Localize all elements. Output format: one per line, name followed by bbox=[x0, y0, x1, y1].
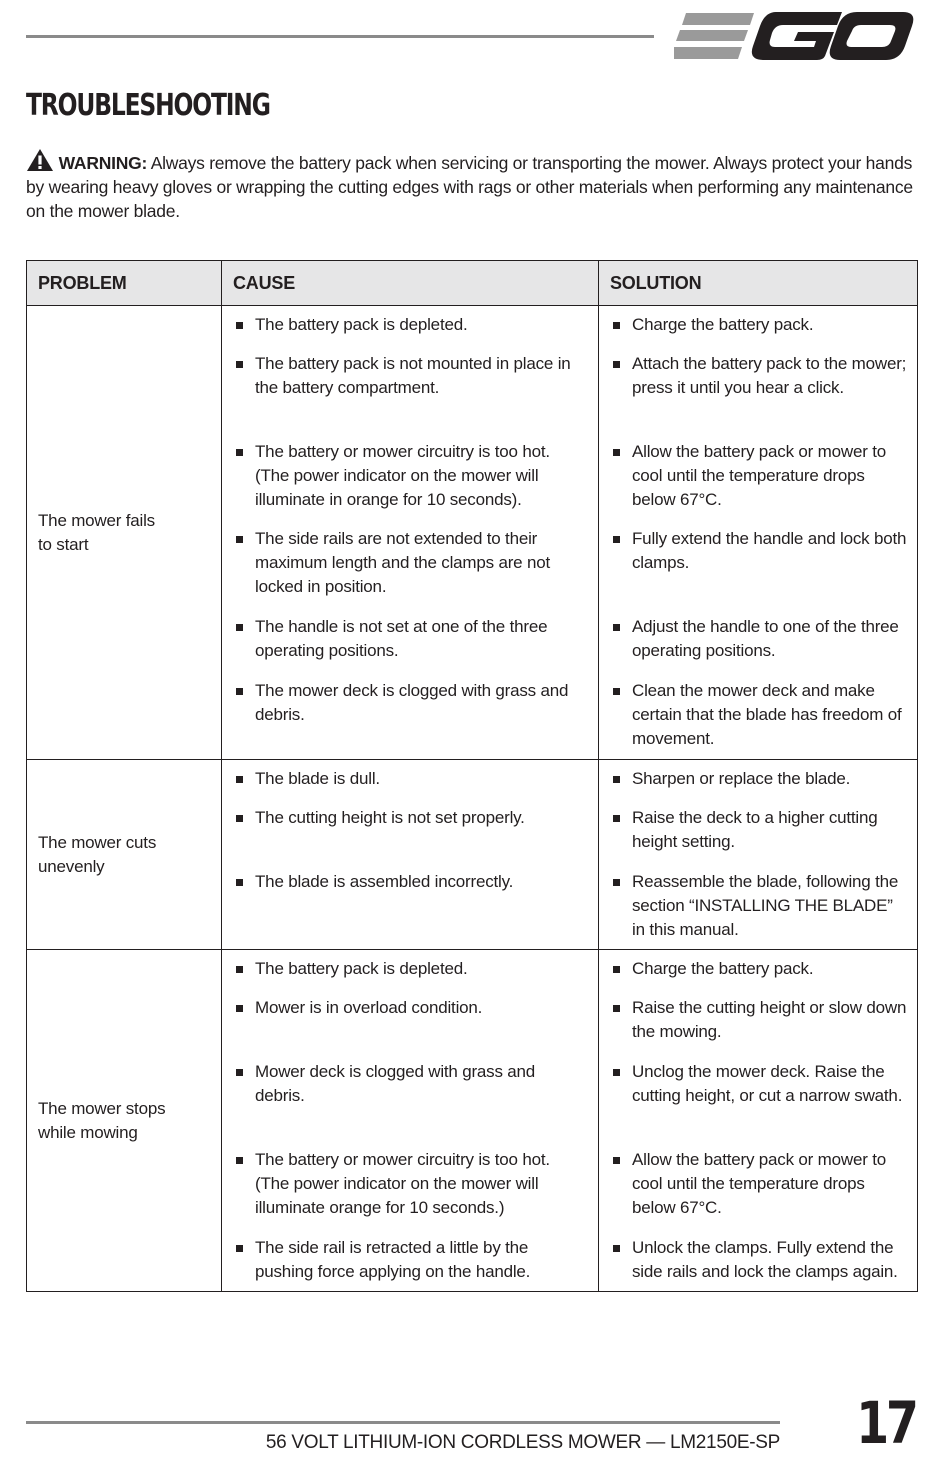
bullet-icon bbox=[613, 879, 620, 886]
bullet-icon bbox=[236, 322, 243, 329]
bullet-icon bbox=[613, 776, 620, 783]
header-rule bbox=[26, 35, 654, 38]
problem-cell bbox=[27, 760, 222, 950]
solution-item: Attach the battery pack to the mower; press it until you hear a click. bbox=[611, 352, 907, 440]
bullet-icon bbox=[613, 322, 620, 329]
cause-item: The battery or mower circuitry is too hot. (The power indicator on the mower will illuminate orange for 10 seconds.) bbox=[234, 1148, 588, 1236]
cause-item: The battery pack is not mounted in place in the battery compartment. bbox=[234, 352, 588, 440]
bullet-icon bbox=[236, 361, 243, 368]
problem-line: The mower stops bbox=[38, 1098, 166, 1118]
warning-text: Always remove the battery pack when servicing or transporting the mower. Always protect your hands by wearing heavy gloves or wrapping the cutting edges with rags or other materials when performing any maintenance on the mower blade. bbox=[26, 153, 913, 221]
cause-item: The battery or mower circuitry is too hot. (The power indicator on the mower will illuminate in orange for 10 seconds). bbox=[234, 440, 588, 527]
page-title: TROUBLESHOOTING bbox=[26, 88, 270, 123]
table-row bbox=[27, 306, 918, 760]
problem-line: while mowing bbox=[38, 1122, 138, 1142]
cause-item: The blade is dull. bbox=[234, 767, 588, 806]
solution-item: Allow the battery pack or mower to cool until the temperature drops below 67°C. bbox=[611, 440, 907, 527]
table-row bbox=[27, 950, 918, 1292]
bullet-icon bbox=[236, 815, 243, 822]
solution-item: Unlock the clamps. Fully extend the side rails and lock the clamps again. bbox=[611, 1236, 907, 1284]
solution-cell bbox=[599, 950, 918, 1292]
bullet-icon bbox=[236, 879, 243, 886]
bullet-icon bbox=[613, 1069, 620, 1076]
bullet-icon bbox=[236, 536, 243, 543]
bullet-icon bbox=[613, 1157, 620, 1164]
solution-cell bbox=[599, 306, 918, 760]
bullet-icon bbox=[613, 361, 620, 368]
warning-triangle-icon bbox=[26, 148, 54, 172]
header-problem: PROBLEM bbox=[27, 261, 222, 306]
troubleshooting-table bbox=[26, 260, 918, 1292]
warning-notice bbox=[26, 148, 918, 223]
solution-item: Clean the mower deck and make certain that the blade has freedom of movement. bbox=[611, 679, 907, 751]
bullet-icon bbox=[613, 815, 620, 822]
cause-item: The battery pack is depleted. bbox=[234, 957, 588, 996]
header-cause: CAUSE bbox=[222, 261, 599, 306]
solution-cell bbox=[599, 760, 918, 950]
cause-item: Mower is in overload condition. bbox=[234, 996, 588, 1060]
cause-item: The cutting height is not set properly. bbox=[234, 806, 588, 870]
cause-item: The side rails are not extended to their maximum length and the clamps are not locked in position. bbox=[234, 527, 588, 615]
solution-item: Reassemble the blade, following the section “INSTALLING THE BLADE” in this manual. bbox=[611, 870, 907, 942]
footer-model-text: 56 VOLT LITHIUM-ION CORDLESS MOWER — LM2150E-SP bbox=[265, 1432, 780, 1453]
bullet-icon bbox=[236, 1157, 243, 1164]
cause-item: Mower deck is clogged with grass and debris. bbox=[234, 1060, 588, 1148]
solution-item: Raise the cutting height or slow down the mowing. bbox=[611, 996, 907, 1060]
solution-item: Adjust the handle to one of the three operating positions. bbox=[611, 615, 907, 679]
bullet-icon bbox=[613, 1005, 620, 1012]
header-solution: SOLUTION bbox=[599, 261, 918, 306]
cause-cell bbox=[222, 950, 599, 1292]
cause-item: The battery pack is depleted. bbox=[234, 313, 588, 352]
bullet-icon bbox=[613, 449, 620, 456]
bullet-icon bbox=[236, 688, 243, 695]
warning-label: WARNING: bbox=[58, 153, 148, 173]
solution-item: Allow the battery pack or mower to cool until the temperature drops below 67°C. bbox=[611, 1148, 907, 1236]
problem-line: The mower cuts bbox=[38, 832, 157, 852]
problem-cell bbox=[27, 306, 222, 760]
bullet-icon bbox=[236, 1005, 243, 1012]
bullet-icon bbox=[613, 966, 620, 973]
bullet-icon bbox=[236, 966, 243, 973]
bullet-icon bbox=[236, 1245, 243, 1252]
table-header-row bbox=[27, 261, 918, 306]
solution-item: Sharpen or replace the blade. bbox=[611, 767, 907, 806]
solution-item: Charge the battery pack. bbox=[611, 313, 907, 352]
solution-item: Raise the deck to a higher cutting height setting. bbox=[611, 806, 907, 870]
table-row bbox=[27, 760, 918, 950]
problem-line: The mower fails bbox=[38, 510, 155, 530]
cause-item: The blade is assembled incorrectly. bbox=[234, 870, 588, 894]
cause-item: The mower deck is clogged with grass and debris. bbox=[234, 679, 588, 727]
cause-cell bbox=[222, 760, 599, 950]
bullet-icon bbox=[613, 624, 620, 631]
footer-rule bbox=[26, 1421, 780, 1424]
bullet-icon bbox=[613, 536, 620, 543]
bullet-icon bbox=[236, 1069, 243, 1076]
bullet-icon bbox=[613, 1245, 620, 1252]
bullet-icon bbox=[236, 624, 243, 631]
page-number: 17 bbox=[856, 1389, 916, 1457]
bullet-icon bbox=[236, 776, 243, 783]
problem-line: to start bbox=[38, 534, 89, 554]
solution-item: Fully extend the handle and lock both clamps. bbox=[611, 527, 907, 615]
problem-cell bbox=[27, 950, 222, 1292]
solution-item: Unclog the mower deck. Raise the cutting height, or cut a narrow swath. bbox=[611, 1060, 907, 1148]
cause-item: The side rail is retracted a little by the pushing force applying on the handle. bbox=[234, 1236, 588, 1284]
ego-logo bbox=[674, 8, 916, 64]
cause-cell bbox=[222, 306, 599, 760]
problem-line: unevenly bbox=[38, 856, 105, 876]
cause-item: The handle is not set at one of the three operating positions. bbox=[234, 615, 588, 679]
bullet-icon bbox=[236, 449, 243, 456]
solution-item: Charge the battery pack. bbox=[611, 957, 907, 996]
bullet-icon bbox=[613, 688, 620, 695]
